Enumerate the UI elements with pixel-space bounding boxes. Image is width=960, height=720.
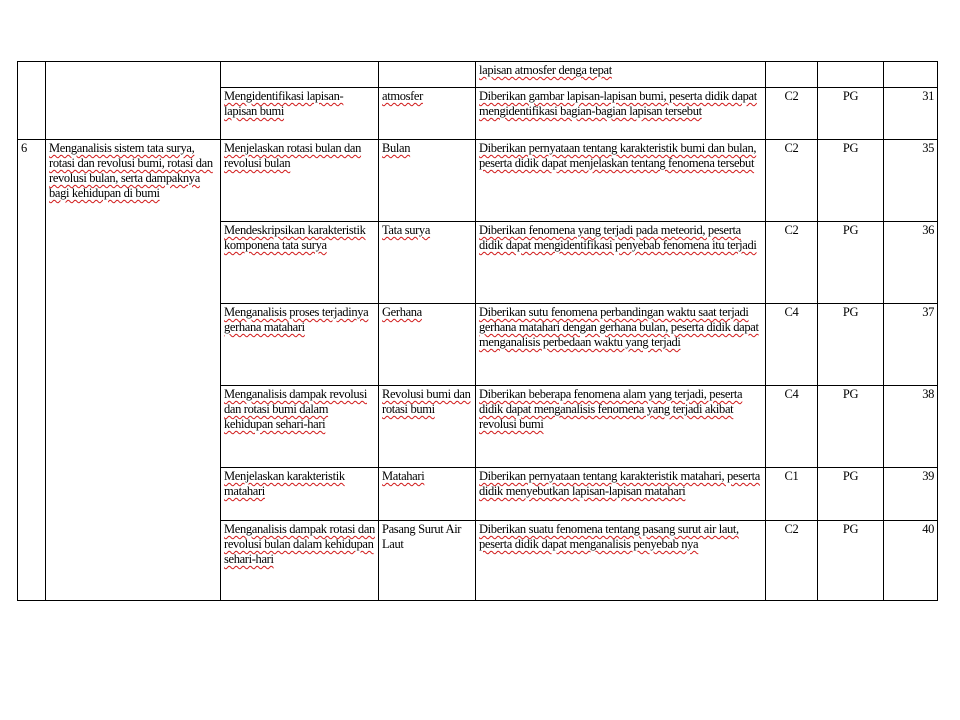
materi-cell (379, 304, 476, 386)
nomor-cell (884, 386, 938, 468)
level-text: C2 (784, 223, 799, 237)
soal-cell (476, 468, 766, 521)
nomor-text: 40 (922, 522, 934, 536)
bentuk-cell (818, 468, 884, 521)
soal-text: Diberikan pernyataan tentang karakteristik matahari, peserta didik menyebutkan lapisan-lapisan matahari (479, 469, 760, 498)
level-cell (766, 222, 818, 304)
nomor-cell (884, 521, 938, 601)
kompetensi-text: Menganalisis sistem tata surya, rotasi dan revolusi bumi, rotasi dan revolusi bulan, serta dampaknya bagi kehidupan di bumi (49, 141, 213, 200)
indikator-cell (221, 222, 379, 304)
materi-cell (379, 88, 476, 140)
indikator-cell (221, 140, 379, 222)
soal-text: Diberikan fenomena yang terjadi pada meteorid, peserta didik dapat mengidentifikasi penyebab fenomena itu terjadi (479, 223, 757, 252)
nomor-cell (884, 62, 938, 88)
nomor-text: 37 (922, 305, 934, 319)
kisi-kisi-table (17, 61, 938, 601)
materi-cell (379, 521, 476, 601)
nomor-text: 38 (922, 387, 934, 401)
indikator-text: Mengidentifikasi lapisan-lapisan bumi (224, 89, 344, 118)
level-text: C4 (784, 387, 799, 401)
table-row (18, 62, 938, 88)
bentuk-cell (818, 88, 884, 140)
nomor-text: 31 (922, 89, 934, 103)
soal-cell (476, 521, 766, 601)
materi-cell (379, 222, 476, 304)
soal-text: lapisan atmosfer denga tepat (479, 63, 612, 77)
soal-text: Diberikan beberapa fenomena alam yang terjadi, peserta didik dapat menganalisis fenomena yang terjadi akibat revolusi bumi (479, 387, 743, 431)
bentuk-cell (818, 521, 884, 601)
bentuk-cell (818, 222, 884, 304)
kompetensi-cell (46, 62, 221, 140)
no-cell (18, 62, 46, 140)
nomor-cell (884, 468, 938, 521)
soal-cell (476, 222, 766, 304)
kompetensi-cell (46, 140, 221, 601)
materi-text: Pasang Surut Air Laut (382, 522, 462, 551)
materi-cell (379, 62, 476, 88)
bentuk-cell (818, 386, 884, 468)
nomor-text: 36 (922, 223, 934, 237)
materi-cell (379, 468, 476, 521)
nomor-cell (884, 222, 938, 304)
indikator-text: Mendeskripsikan karakteristik komponena tata surya (224, 223, 366, 252)
level-text: C2 (784, 89, 799, 103)
bentuk-text: PG (842, 387, 859, 401)
indikator-cell (221, 521, 379, 601)
indikator-text: Menganalisis dampak rotasi dan revolusi bulan dalam kehidupan sehari-hari (224, 522, 375, 566)
level-cell (766, 468, 818, 521)
soal-text: Diberikan pernyataan tentang karakteristik bumi dan bulan, peserta didik dapat menjelaskan tentang fenomena tersebut (479, 141, 757, 170)
level-cell (766, 88, 818, 140)
soal-text: Diberikan gambar lapisan-lapisan bumi, peserta didik dapat mengidentifikasi bagian-bagian lapisan tersebut (479, 89, 757, 118)
bentuk-text: PG (842, 522, 859, 536)
soal-text: Diberikan suatu fenomena tentang pasang surut air laut, peserta didik dapat menganalisis penyebab nya (479, 522, 739, 551)
materi-cell (379, 140, 476, 222)
bentuk-text: PG (842, 223, 859, 237)
materi-cell (379, 386, 476, 468)
indikator-cell (221, 304, 379, 386)
bentuk-text: PG (842, 141, 859, 155)
document-page (17, 61, 937, 601)
level-text: C2 (784, 141, 799, 155)
indikator-cell (221, 386, 379, 468)
indikator-cell (221, 468, 379, 521)
indikator-text: Menganalisis proses terjadinya gerhana matahari (224, 305, 369, 334)
nomor-cell (884, 304, 938, 386)
level-text: C4 (784, 305, 799, 319)
level-cell (766, 521, 818, 601)
indikator-cell (221, 62, 379, 88)
soal-cell (476, 62, 766, 88)
materi-text: Matahari (382, 469, 425, 483)
nomor-text: 35 (922, 141, 934, 155)
nomor-text: 39 (922, 469, 934, 483)
materi-text: Tata surya (382, 223, 431, 237)
soal-cell (476, 88, 766, 140)
soal-cell (476, 304, 766, 386)
soal-cell (476, 386, 766, 468)
soal-cell (476, 140, 766, 222)
level-text: C2 (784, 522, 799, 536)
materi-text: Bulan (382, 141, 411, 155)
indikator-text: Menganalisis dampak revolusi dan rotasi bumi dalam kehidupan sehari-hari (224, 387, 367, 431)
materi-text: atmosfer (382, 89, 423, 103)
level-cell (766, 140, 818, 222)
materi-text: Revolusi bumi dan rotasi bumi (382, 387, 471, 416)
bentuk-cell (818, 304, 884, 386)
nomor-cell (884, 140, 938, 222)
bentuk-text: PG (842, 89, 859, 103)
level-cell (766, 386, 818, 468)
indikator-text: Menjelaskan rotasi bulan dan revolusi bulan (224, 141, 362, 170)
soal-text: Diberikan sutu fenomena perbandingan waktu saat terjadi gerhana matahari dengan gerhana bulan, peserta didik dapat menganalisis perbedaan waktu yang terjadi (479, 305, 759, 349)
indikator-cell (221, 88, 379, 140)
level-text: C1 (784, 469, 799, 483)
bentuk-text: PG (842, 305, 859, 319)
indikator-text: Menjelaskan karakteristik matahari (224, 469, 345, 498)
bentuk-text: PG (842, 469, 859, 483)
level-cell (766, 62, 818, 88)
level-cell (766, 304, 818, 386)
bentuk-cell (818, 140, 884, 222)
no-cell (18, 140, 46, 601)
bentuk-cell (818, 62, 884, 88)
nomor-cell (884, 88, 938, 140)
no-text: 6 (21, 141, 27, 155)
materi-text: Gerhana (382, 305, 422, 319)
table-row (18, 140, 938, 222)
